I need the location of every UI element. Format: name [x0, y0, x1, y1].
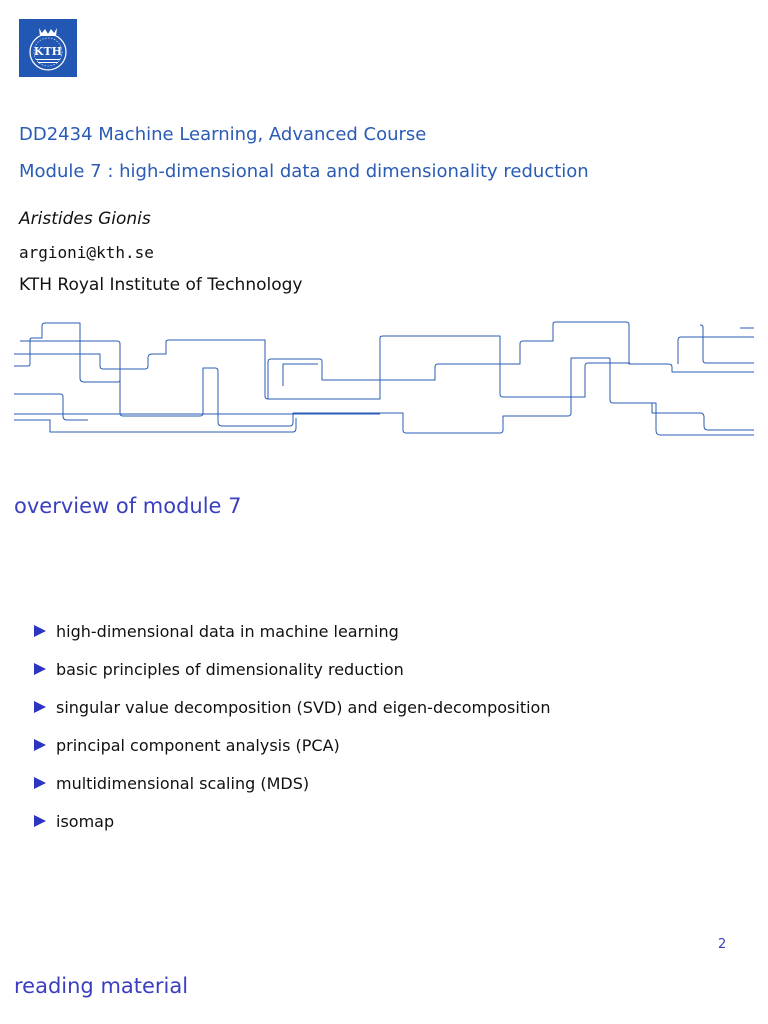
list-item [34, 688, 550, 726]
circuit-trace [14, 418, 296, 432]
circuit-trace [700, 325, 754, 363]
course-title: DD2434 Machine Learning, Advanced Course [19, 124, 427, 145]
list-item [34, 650, 550, 688]
circuit-trace [14, 323, 120, 382]
circuit-trace [14, 394, 88, 420]
author-email: argioni@kth.se [19, 243, 154, 262]
bullet-text: singular value decomposition (SVD) and eigen-decomposition [56, 697, 551, 717]
circuit-trace [652, 403, 754, 430]
circuit-trace [398, 358, 610, 433]
bullet-text: isomap [56, 811, 115, 831]
list-item [34, 764, 550, 802]
page-number: 2 [718, 937, 727, 952]
bullet-text: multidimensional scaling (MDS) [56, 773, 310, 793]
list-item [34, 726, 550, 764]
list-item [34, 612, 550, 650]
triangle-bullet-icon [34, 663, 46, 675]
circuit-trace [610, 358, 754, 435]
bullet-text: high-dimensional data in machine learning [56, 621, 399, 641]
circuit-trace [268, 341, 548, 399]
author-name: Aristides Gionis [19, 209, 151, 229]
overview-bullet-list [34, 612, 550, 840]
list-item [34, 802, 550, 840]
triangle-bullet-icon [34, 815, 46, 827]
kth-crest-icon [19, 19, 77, 77]
overview-slide-title: overview of module 7 [14, 494, 242, 518]
triangle-bullet-icon [34, 701, 46, 713]
kth-logo [19, 19, 77, 77]
triangle-bullet-icon [34, 625, 46, 637]
circuit-trace [678, 337, 754, 364]
kth-logo-text: KTH [33, 45, 63, 58]
circuit-trace [120, 368, 398, 426]
circuit-trace [283, 364, 318, 386]
triangle-bullet-icon [34, 777, 46, 789]
module-title: Module 7 : high-dimensional data and dimensionality reduction [19, 161, 589, 182]
institute-name: KTH Royal Institute of Technology [19, 275, 303, 295]
circuit-trace [548, 322, 754, 372]
triangle-bullet-icon [34, 739, 46, 751]
bullet-text: principal component analysis (PCA) [56, 735, 340, 755]
bullet-text: basic principles of dimensionality reduction [56, 659, 404, 679]
reading-slide-title: reading material [14, 974, 189, 998]
circuit-decoration [0, 318, 768, 440]
